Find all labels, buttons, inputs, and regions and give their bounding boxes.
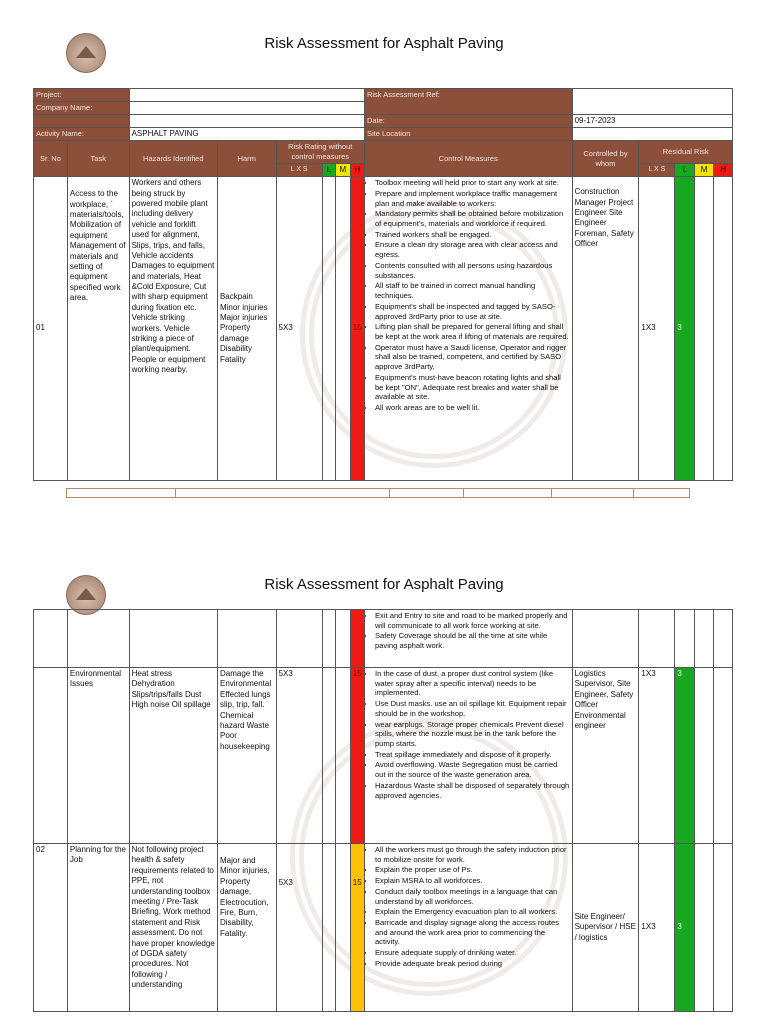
cont-sr — [34, 610, 68, 668]
row-m-cell — [336, 177, 350, 481]
list-item: • Equipment's shall be inspected and tagged by SASO-approved 3rdParty prior to use at site. — [375, 302, 570, 321]
list-item: • Safety Coverage should be all the time at site while paving asphalt work. — [375, 631, 570, 650]
env-risk-score: 15 — [350, 668, 364, 844]
row-residual-score: 3 — [675, 177, 695, 481]
plan-control-measures — [364, 844, 572, 1012]
list-item: • Lifting plan shall be prepared for general lifting and shall be kept at the work area if lifting of materials are required. — [375, 322, 570, 341]
list-item: • Toolbox meeting will held prior to start any work at site. — [375, 178, 570, 188]
plan-res-m — [694, 844, 714, 1012]
footer-strip — [66, 488, 690, 498]
company-value — [129, 101, 364, 114]
cont-task — [67, 610, 129, 668]
cont-res-m — [694, 610, 714, 668]
cont-res-l — [675, 610, 695, 668]
row-harm: Backpain Minor injuries Major injuries Property damage Disability Fatality — [217, 177, 276, 481]
row-residual-m — [694, 177, 714, 481]
plan-res-lxs: 1X3 — [639, 844, 675, 1012]
list-item: • Explain the Emergency evacuation plan to all workers. — [375, 907, 570, 917]
plan-risk-score: 15 — [350, 844, 364, 1012]
list-item: • Hazardous Waste shall be disposed of separately through approved agencies. — [375, 781, 570, 800]
plan-lxs: 5X3 — [276, 844, 322, 1012]
row-controlled-by: Construction Manager Project Engineer Site Engineer Foreman, Safety Officer — [572, 177, 639, 481]
list-item: • All the workers must go through the safety induction prior to mobilize onsite for work. — [375, 845, 570, 864]
env-hazards: Heat stress Dehydration Slips/trips/falls Dust High noise Oil spillage — [129, 668, 217, 844]
col-control-measures: Control Measures — [364, 141, 572, 177]
env-sr — [34, 668, 68, 844]
risk-assessment-table — [33, 88, 733, 481]
risk-lxs-header: L X S — [276, 163, 322, 176]
list-item: • Barricade and display signage along the access routes and around the work area prior to commencing the activity. — [375, 918, 570, 947]
page-title: Risk Assessment for Asphalt Paving — [264, 35, 504, 52]
plan-sr: 02 — [34, 844, 68, 1012]
risk-m-header: M — [336, 163, 350, 176]
plan-hazards: Not following project health & safety requirements related to PPE, not understanding toolbox meeting / Pre-Task Briefing, Work method statement and Risk assessment. Do not have proper knowledge of DGDA safety procedures. Not following / understanding — [129, 844, 217, 1012]
cont-harm — [217, 610, 276, 668]
list-item: • Equipment's must-have beacon rotating lights and shall be kept "ON", Adequate rest breaks and water shall be available at site. — [375, 373, 570, 402]
list-item: • In the case of dust, a proper dust control system (like water spray after a specific interval) needs to be implemented. — [375, 669, 570, 698]
col-task: Task — [67, 141, 129, 177]
date-spacer-value — [129, 114, 364, 127]
page-2 — [0, 528, 768, 1024]
env-res-m — [694, 668, 714, 844]
cont-lxs — [276, 610, 322, 668]
row-lxs: 5X3 — [276, 177, 322, 481]
col-residual-risk: Residual Risk — [639, 141, 733, 164]
cont-res-h — [714, 610, 733, 668]
list-item: • Explain the proper use of Ps. — [375, 865, 570, 875]
env-task: Environmental Issues — [67, 668, 129, 844]
row-residual-h — [714, 177, 733, 481]
row-risk-score: 15 — [350, 177, 364, 481]
list-item: • Exit and Entry to site and road to be marked properly and will communicate to all work force working at site. — [375, 611, 570, 630]
risk-l-header: L — [322, 163, 335, 176]
date-label: Date: — [364, 114, 572, 127]
risk-ref-value — [572, 89, 732, 115]
table-row — [34, 610, 733, 668]
env-l — [322, 668, 335, 844]
row-l-cell — [322, 177, 335, 481]
env-lxs: 5X3 — [276, 668, 322, 844]
col-controlled-by: Controlled by whom — [572, 141, 639, 177]
col-sr-no: Sr. No — [34, 141, 68, 177]
row-hazards: Workers and others being struck by powered mobile plant including delivery vehicle and forklift used for alignment, Slips, trips, and falls, Vehicle accidents Damages to equipment and materials, Heat &Cold Exposure, Cut with sharp equipment during fixation etc. Vehicle striking workers. Vehicle striking a piece of plant/equipment. People or equipment working nearby. — [129, 177, 217, 481]
list-item: • Operator must have a Saudi license, Operator and rigger shall also be trained, competent, and certified by SASO approve 3rdParty, — [375, 343, 570, 372]
list-item: • Contents consulted with all persons using hazardous substances. — [375, 261, 570, 280]
list-item: • Trained workers shall be engaged. — [375, 230, 570, 240]
list-item: • Prepare and implement workplace traffic management plan and make available to workers: — [375, 189, 570, 208]
list-item: • wear earplugs. Storage proper chemicals Prevent diesel spills, where the nozzle must be in the tank before the pump starts. — [375, 720, 570, 749]
date-spacer — [34, 114, 130, 127]
list-item: • Mandatory permits shall be obtained before mobilization of equipment's, materials and workforce if required. — [375, 209, 570, 228]
env-control-measures — [364, 668, 572, 844]
risk-h-header: H — [350, 163, 364, 176]
row-task: Access to the workplace, ` materials/tools, Mobilization of equipment Management of materials and setting of equipment specified work area. — [67, 177, 129, 481]
list-item: • Treat spillage immediately and dispose of it properly. — [375, 750, 570, 760]
project-value — [129, 89, 364, 102]
env-m — [336, 668, 350, 844]
risk-assessment-table-continued — [33, 609, 733, 1012]
plan-task: Planning for the Job — [67, 844, 129, 1012]
date-value: 09-17-2023 — [572, 114, 732, 127]
residual-l-header: L — [675, 163, 695, 176]
control-list — [367, 669, 570, 800]
page-title: Risk Assessment for Asphalt Paving — [264, 576, 504, 593]
residual-m-header: M — [694, 163, 714, 176]
site-location-value — [572, 127, 732, 140]
control-list — [367, 845, 570, 969]
col-harm: Harm — [217, 141, 276, 177]
list-item: • All staff to be trained in correct manual handling techniques. — [375, 281, 570, 300]
cont-control-measures — [364, 610, 572, 668]
plan-res-score: 3 — [675, 844, 695, 1012]
table-row — [34, 844, 733, 1012]
row-sr-no: 01 — [34, 177, 68, 481]
list-item: • Ensure adequate supply of drinking water. — [375, 948, 570, 958]
company-label: Company Name: — [34, 101, 130, 114]
activity-label: Activity Name: — [34, 127, 130, 140]
env-harm: Damage the Environmental Effected lungs slip, trip, fall. Chemical hazard Waste Poor housekeeping — [217, 668, 276, 844]
page-1 — [0, 0, 768, 510]
table-row — [34, 177, 733, 481]
cont-h-cell — [350, 610, 364, 668]
plan-res-h — [714, 844, 733, 1012]
table-row — [34, 668, 733, 844]
cont-m — [336, 610, 350, 668]
row-residual-lxs: 1X3 — [639, 177, 675, 481]
env-res-score: 3 — [675, 668, 695, 844]
row-control-measures — [364, 177, 572, 481]
risk-ref-label: Risk Assessment Ref: — [364, 89, 572, 115]
list-item: • Ensure a clean dry storage area with clear access and egress. — [375, 240, 570, 259]
plan-l — [322, 844, 335, 1012]
plan-harm: Major and Minor injuries, Property damage, Electrocution, Fire, Burn, Disability, Fatality. — [217, 844, 276, 1012]
list-item: • Provide adequate break period during — [375, 959, 570, 969]
plan-m — [336, 844, 350, 1012]
list-item: • All work areas are to be well lit. — [375, 403, 570, 413]
cont-l — [322, 610, 335, 668]
env-res-lxs: 1X3 — [639, 668, 675, 844]
list-item: • Use Dust masks. use an oil spillage kit. Equipment repair should be in the workshop. — [375, 699, 570, 718]
residual-h-header: H — [714, 163, 733, 176]
col-risk-rating: Risk Rating without control measures — [276, 141, 364, 164]
col-hazards: Hazards Identified — [129, 141, 217, 177]
project-label: Project: — [34, 89, 130, 102]
cont-controlled-by — [572, 610, 639, 668]
list-item: • Explain MSRA to all workforces. — [375, 876, 570, 886]
control-list — [367, 611, 570, 651]
control-list — [367, 178, 570, 413]
cont-hazards — [129, 610, 217, 668]
site-location-label: Site Location — [364, 127, 572, 140]
list-item: • Conduct daily toolbox meetings in a language that can understand by all workforces. — [375, 887, 570, 906]
env-controlled-by: Logistics Supervisor, Site Engineer, Safety Officer Environmental engineer — [572, 668, 639, 844]
env-res-h — [714, 668, 733, 844]
activity-value: ASPHALT PAVING — [129, 127, 364, 140]
cont-res-lxs — [639, 610, 675, 668]
residual-lxs-header: L X S — [639, 163, 675, 176]
list-item: • Avoid overflowing. Waste Segregation must be carried out in the source of the waste generation area. — [375, 760, 570, 779]
plan-controlled-by: Site Engineer/ Supervisor / HSE / logistics — [572, 844, 639, 1012]
